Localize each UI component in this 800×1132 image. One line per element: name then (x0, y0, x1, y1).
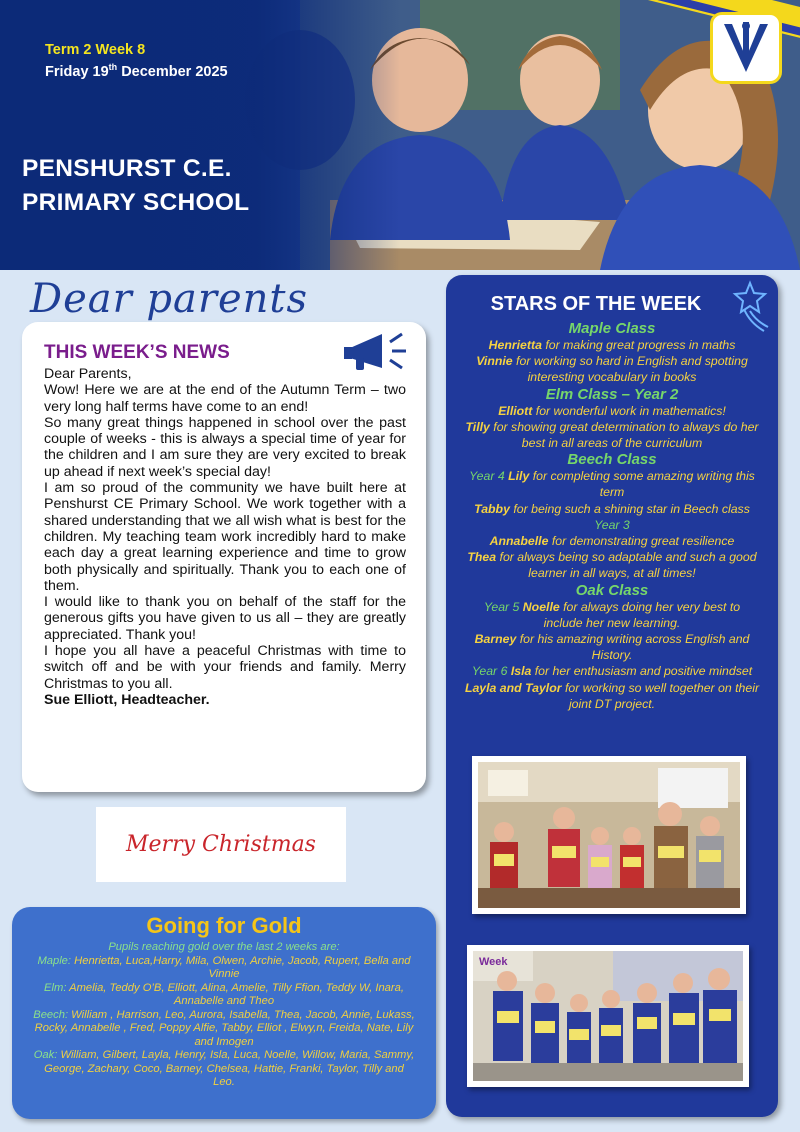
stars-body (464, 320, 760, 712)
gold-intro: Pupils reaching gold over the last 2 weeks are: (108, 941, 340, 953)
photo-week-label: Week (479, 956, 508, 968)
star-entry: Henrietta for making great progress in maths (488, 338, 736, 352)
news-paragraph: So many great things happened in school over the past couple of weeks - this is always a special time of year for the children and I am sure they are very excited to break up ahead if next week’s special day! (44, 414, 406, 480)
stars-photo-1 (472, 756, 746, 914)
elm-class-heading: Elm Class – Year 2 (545, 385, 679, 403)
school-crest-icon (720, 20, 772, 76)
news-title: THIS WEEK’S NEWS (44, 342, 230, 363)
maple-class-heading: Maple Class (568, 320, 656, 337)
children-group-photo (473, 951, 743, 1081)
star-entry: Layla and Taylor for working so well together on their joint DT project. (464, 680, 760, 711)
term-week: Term 2 Week 8 (45, 42, 146, 58)
star-entry: Year 4 Lily for completing some amazing writing this term (469, 469, 755, 500)
dear-parents-heading: Dear parents (30, 276, 309, 322)
going-for-gold-card (12, 907, 436, 1119)
star-entry: Year 6 Isla for her enthusiasm and positive mindset (471, 664, 753, 679)
gold-class-entry: Elm: Amelia, Teddy O’B, Elliott, Alina, Amelie, Tilly Ffion, Teddy W, Inara, Annabelle and Theo (44, 981, 404, 1007)
star-entry: Year 5 Noelle for always doing her very best to include her new learning. (483, 599, 741, 630)
news-card (22, 322, 426, 792)
star-entry: Tabby for being such a shining star in Beech class (474, 501, 750, 516)
news-signature: Sue Elliott, Headteacher. (44, 691, 210, 708)
gold-class-entry: Oak: William, Gilbert, Layla, Henry, Isla, Luca, Noelle, Willow, Maria, Sammy, George, Zachary, Coco, Barney, Chelsea, Hattie, Franki, Taylor, Tilly and Leo. (33, 1049, 415, 1088)
star-entry: Vinnie for working so hard in English and spotting interesting vocabulary in books (476, 354, 748, 385)
year-label: Year 3 (594, 517, 630, 532)
oak-class-heading: Oak Class (575, 581, 649, 599)
news-paragraph: Dear Parents, (44, 366, 132, 382)
star-entry: Thea for always being so adaptable and such a good learner in all ways, at all times! (467, 550, 757, 581)
header-banner (0, 0, 800, 270)
star-entry: Tilly for showing great determination to always do her best in all areas of the curriculum (465, 419, 759, 451)
star-entry: Annabelle for demonstrating great resilience (489, 534, 735, 549)
header-children-photo (0, 0, 800, 270)
news-paragraph: I hope you all have a peaceful Christmas with time to switch off and be with your friends and family. Merry Christmas to you all. (44, 643, 406, 692)
news-body (44, 366, 406, 708)
news-paragraph: I would like to thank you on behalf of the staff for the generous gifts you have given to us all – they are greatly appreciated. Thank you! (44, 594, 406, 643)
beech-class-heading: Beech Class (567, 451, 657, 469)
star-entry: Elliott for wonderful work in mathematics! (498, 403, 726, 418)
gold-body (32, 941, 416, 1090)
news-paragraph: I am so proud of the community we have built here at Penshurst CE Primary School. We work together with a shared understanding that we all wish what is best for the children. My teaching team work incredibly hard to make each day a great learning experience and time to grow both physically and spiritually. Thank you to each one of them. (44, 480, 406, 594)
school-logo (710, 12, 782, 84)
merry-christmas-banner (96, 807, 346, 882)
stars-photo-2 (467, 945, 749, 1087)
stars-of-the-week-card (446, 275, 778, 1117)
stars-title: STARS OF THE WEEK (490, 293, 702, 315)
newsletter-date: Friday 19th December 2025 (45, 62, 228, 80)
news-paragraph: Wow! Here we are at the end of the Autumn Term – two very long half terms have come to an end! (44, 382, 406, 415)
gold-class-entry: Maple: Henrietta, Luca,Harry, Mila, Olwen, Archie, Jacob, Rupert, Bella and Vinnie (37, 954, 411, 980)
gold-class-entry: Beech: William , Harrison, Leo, Aurora, Isabella, Thea, Jacob, Annie, Lukass, Rocky, Annabelle , Fred, Poppy Alfie, Tabby, Elliot , Elwy,n, Freida, Nate, Lily and Imogen (33, 1008, 415, 1048)
school-name: PENSHURST C.E. PRIMARY SCHOOL (22, 155, 250, 216)
children-group-photo (478, 762, 740, 908)
star-entry: Barney for his amazing writing across English and History. (474, 632, 750, 663)
gold-title: Going for Gold (146, 913, 302, 938)
merry-christmas-text: Merry Christmas (126, 832, 316, 857)
